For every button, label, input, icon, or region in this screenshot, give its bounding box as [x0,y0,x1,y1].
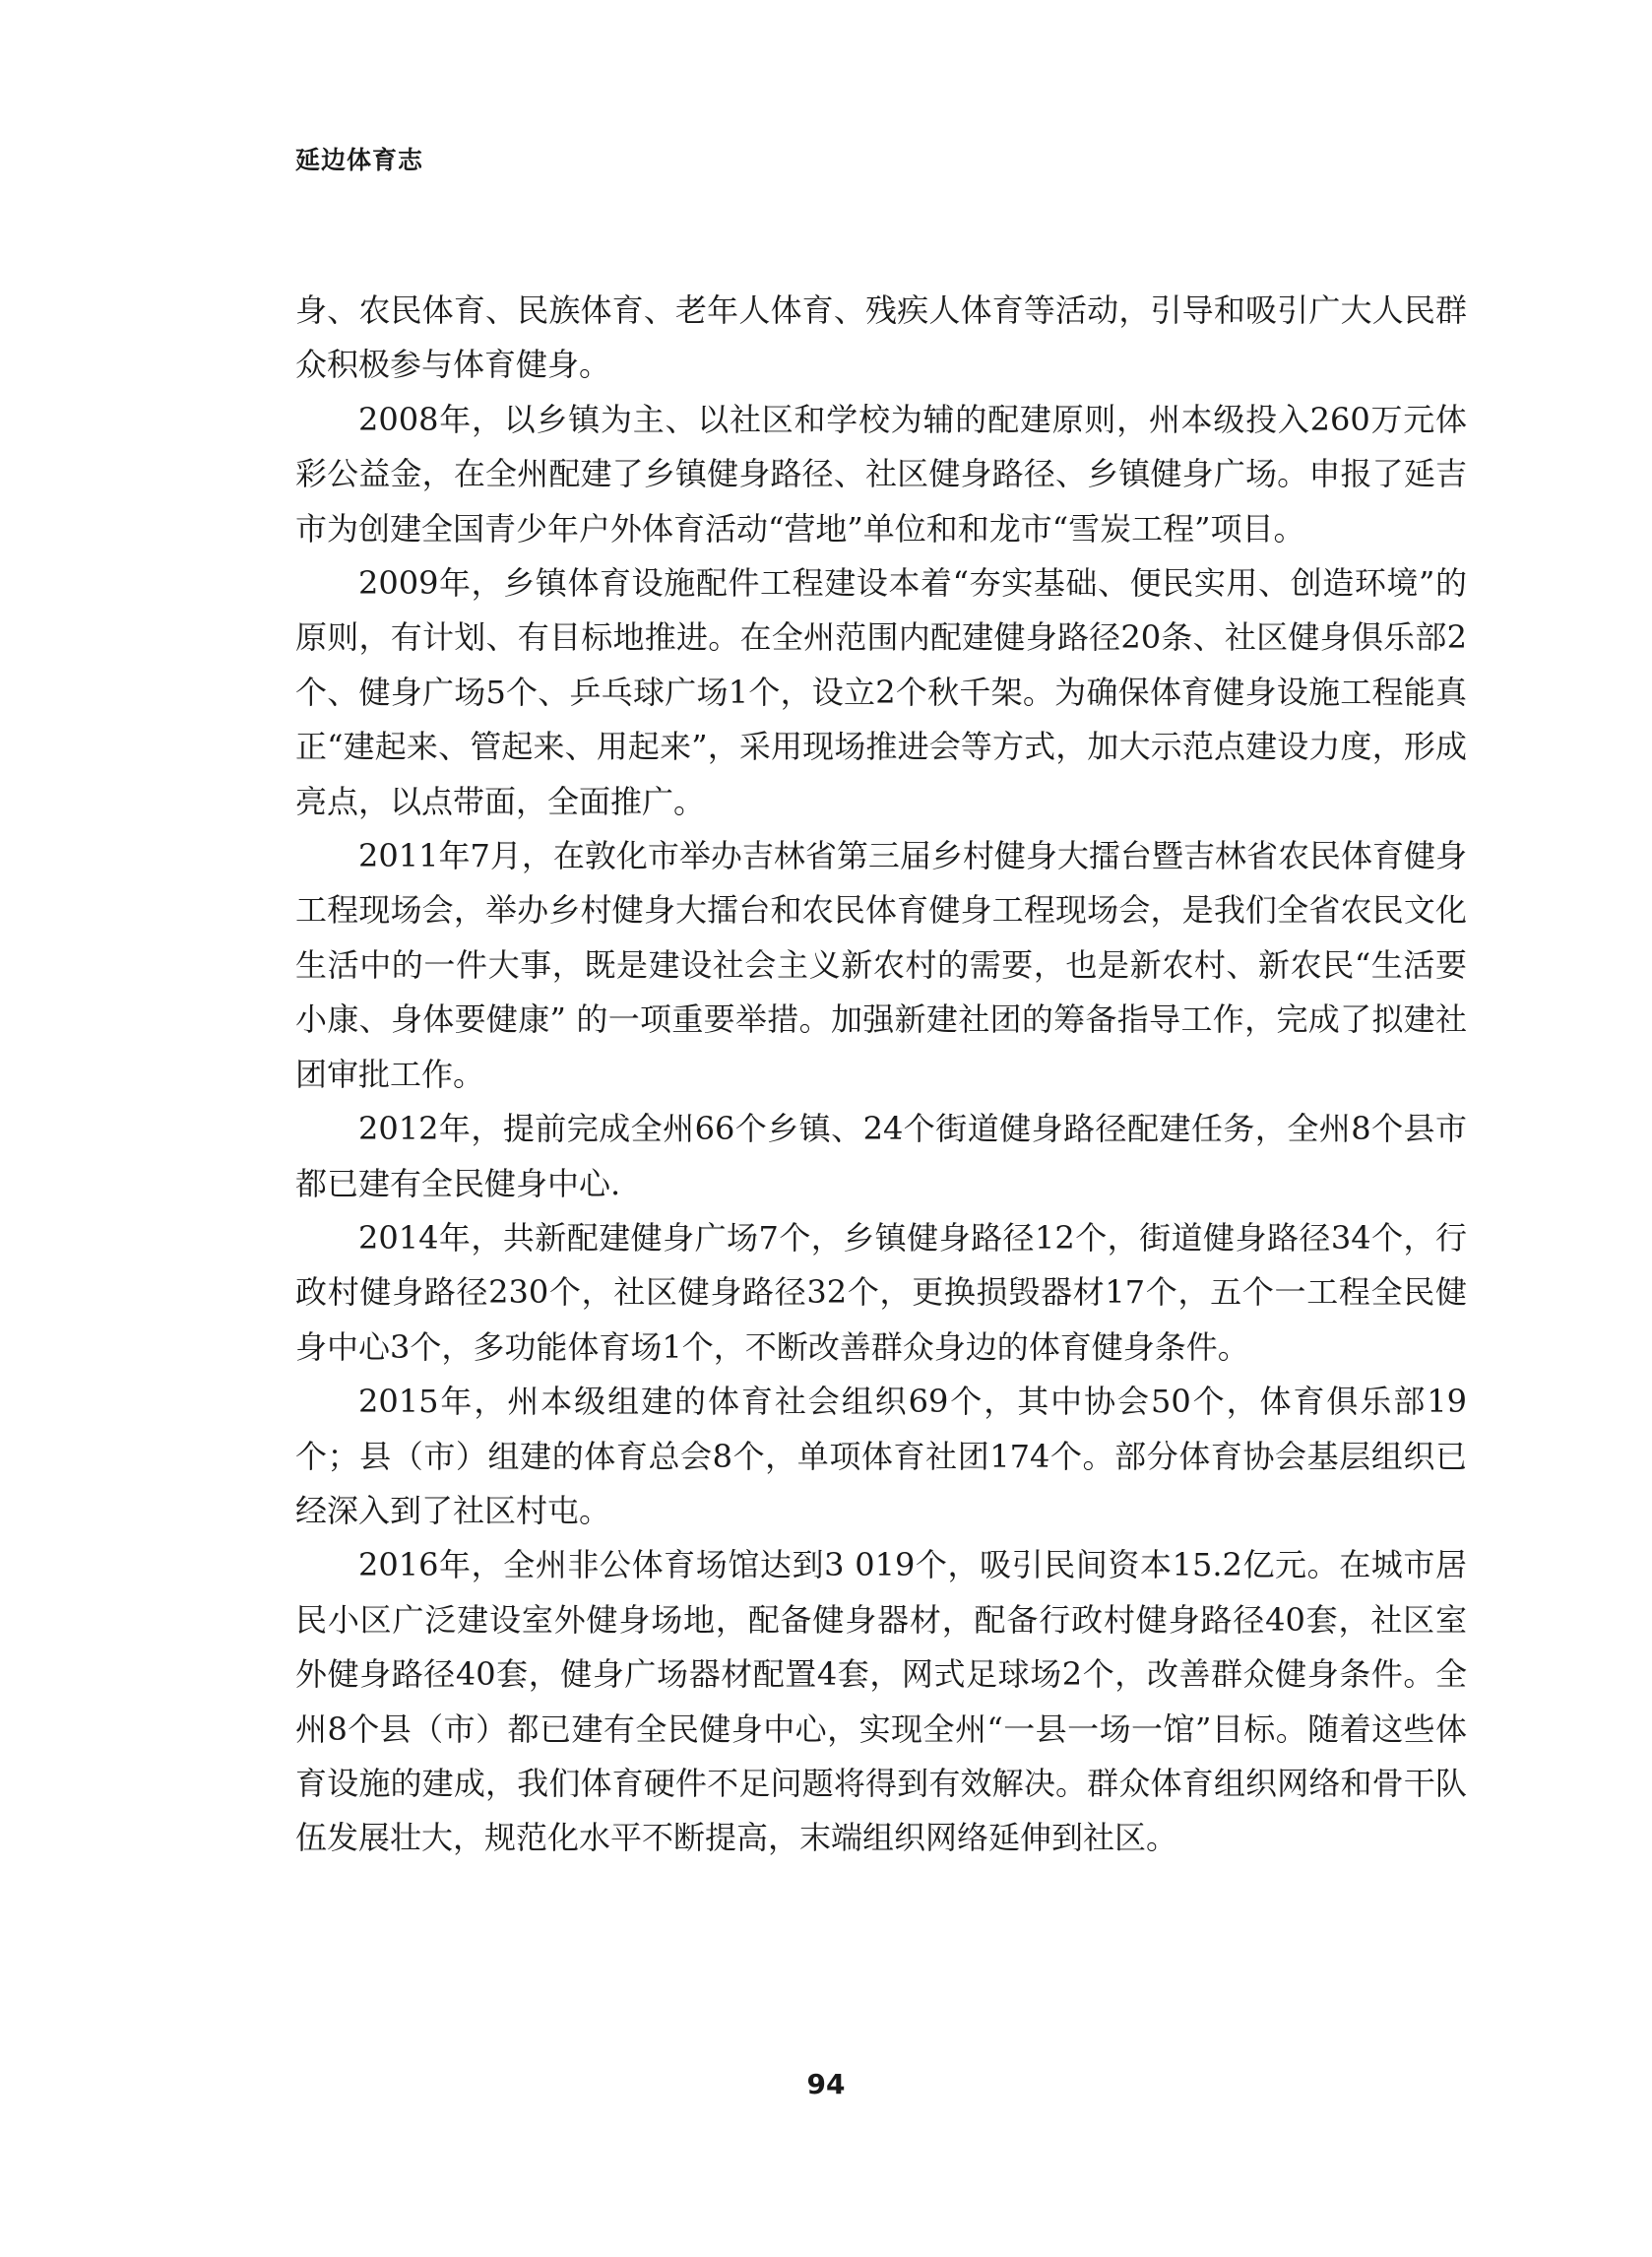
paragraph-2011: 2011年7月，在敦化市举办吉林省第三届乡村健身大擂台暨吉林省农民体育健身工程现场会，举办乡村健身大擂台和农民体育健身工程现场会，是我们全省农民文化生活中的一件大事，既是建设社会主义新农村的需要，也是新农村、新农民“生活要小康、身体要健康” 的一项重要举措。加强新建社团的筹备指导工作，完成了拟建社团审批工作。 [295,837,1467,1093]
paragraph-2016: 2016年，全州非公体育场馆达到3 019个，吸引民间资本15.2亿元。在城市居民小区广泛建设室外健身场地，配备健身器材，配备行政村健身路径40套，社区室外健身路径40套，健身广场器材配置4套，网式足球场2个，改善群众健身条件。全州8个县（市）都已建有全民健身中心，实现全州“一县一场一馆”目标。随着这些体育设施的建成，我们体育硬件不足问题将得到有效解决。群众体育组织网络和骨干队伍发展壮大，规范化水平不断提高，末端组织网络延伸到社区。 [295,1546,1467,1857]
paragraph-continued: 身、农民体育、民族体育、老年人体育、残疾人体育等活动，引导和吸引广大人民群众积极参与体育健身。 [295,291,1467,384]
paragraph-2014: 2014年，共新配建健身广场7个，乡镇健身路径12个，街道健身路径34个，行政村健身路径230个，社区健身路径32个，更换损毁器材17个，五个一工程全民健身中心3个，多功能体育场1个，不断改善群众身边的体育健身条件。 [295,1218,1467,1366]
body-text [295,284,1467,1866]
paragraph-2015: 2015年，州本级组建的体育社会组织69个，其中协会50个，体育俱乐部19个；县（市）组建的体育总会8个，单项体育社团174个。部分体育协会基层组织已经深入到了社区村屯。 [295,1383,1467,1529]
running-header: 延边体育志 [295,146,424,174]
paragraph-2008: 2008年，以乡镇为主、以社区和学校为辅的配建原则，州本级投入260万元体彩公益金，在全州配建了乡镇健身路径、社区健身路径、乡镇健身广场。申报了延吉市为创建全国青少年户外体育活动“营地”单位和和龙市“雪炭工程”项目。 [295,400,1467,548]
paragraph-2009: 2009年，乡镇体育设施配件工程建设本着“夯实基础、便民实用、创造环境”的原则，有计划、有目标地推进。在全州范围内配建健身路径20条、社区健身俱乐部2个、健身广场5个、乒乓球广场1个，设立2个秋千架。为确保体育健身设施工程能真正“建起来、管起来、用起来”，采用现场推进会等方式，加大示范点建设力度，形成亮点，以点带面，全面推广。 [295,564,1467,820]
paragraph-2012: 2012年，提前完成全州66个乡镇、24个街道健身路径配建任务，全州8个县市都已建有全民健身中心. [295,1110,1467,1202]
page-number: 94 [806,2068,846,2100]
